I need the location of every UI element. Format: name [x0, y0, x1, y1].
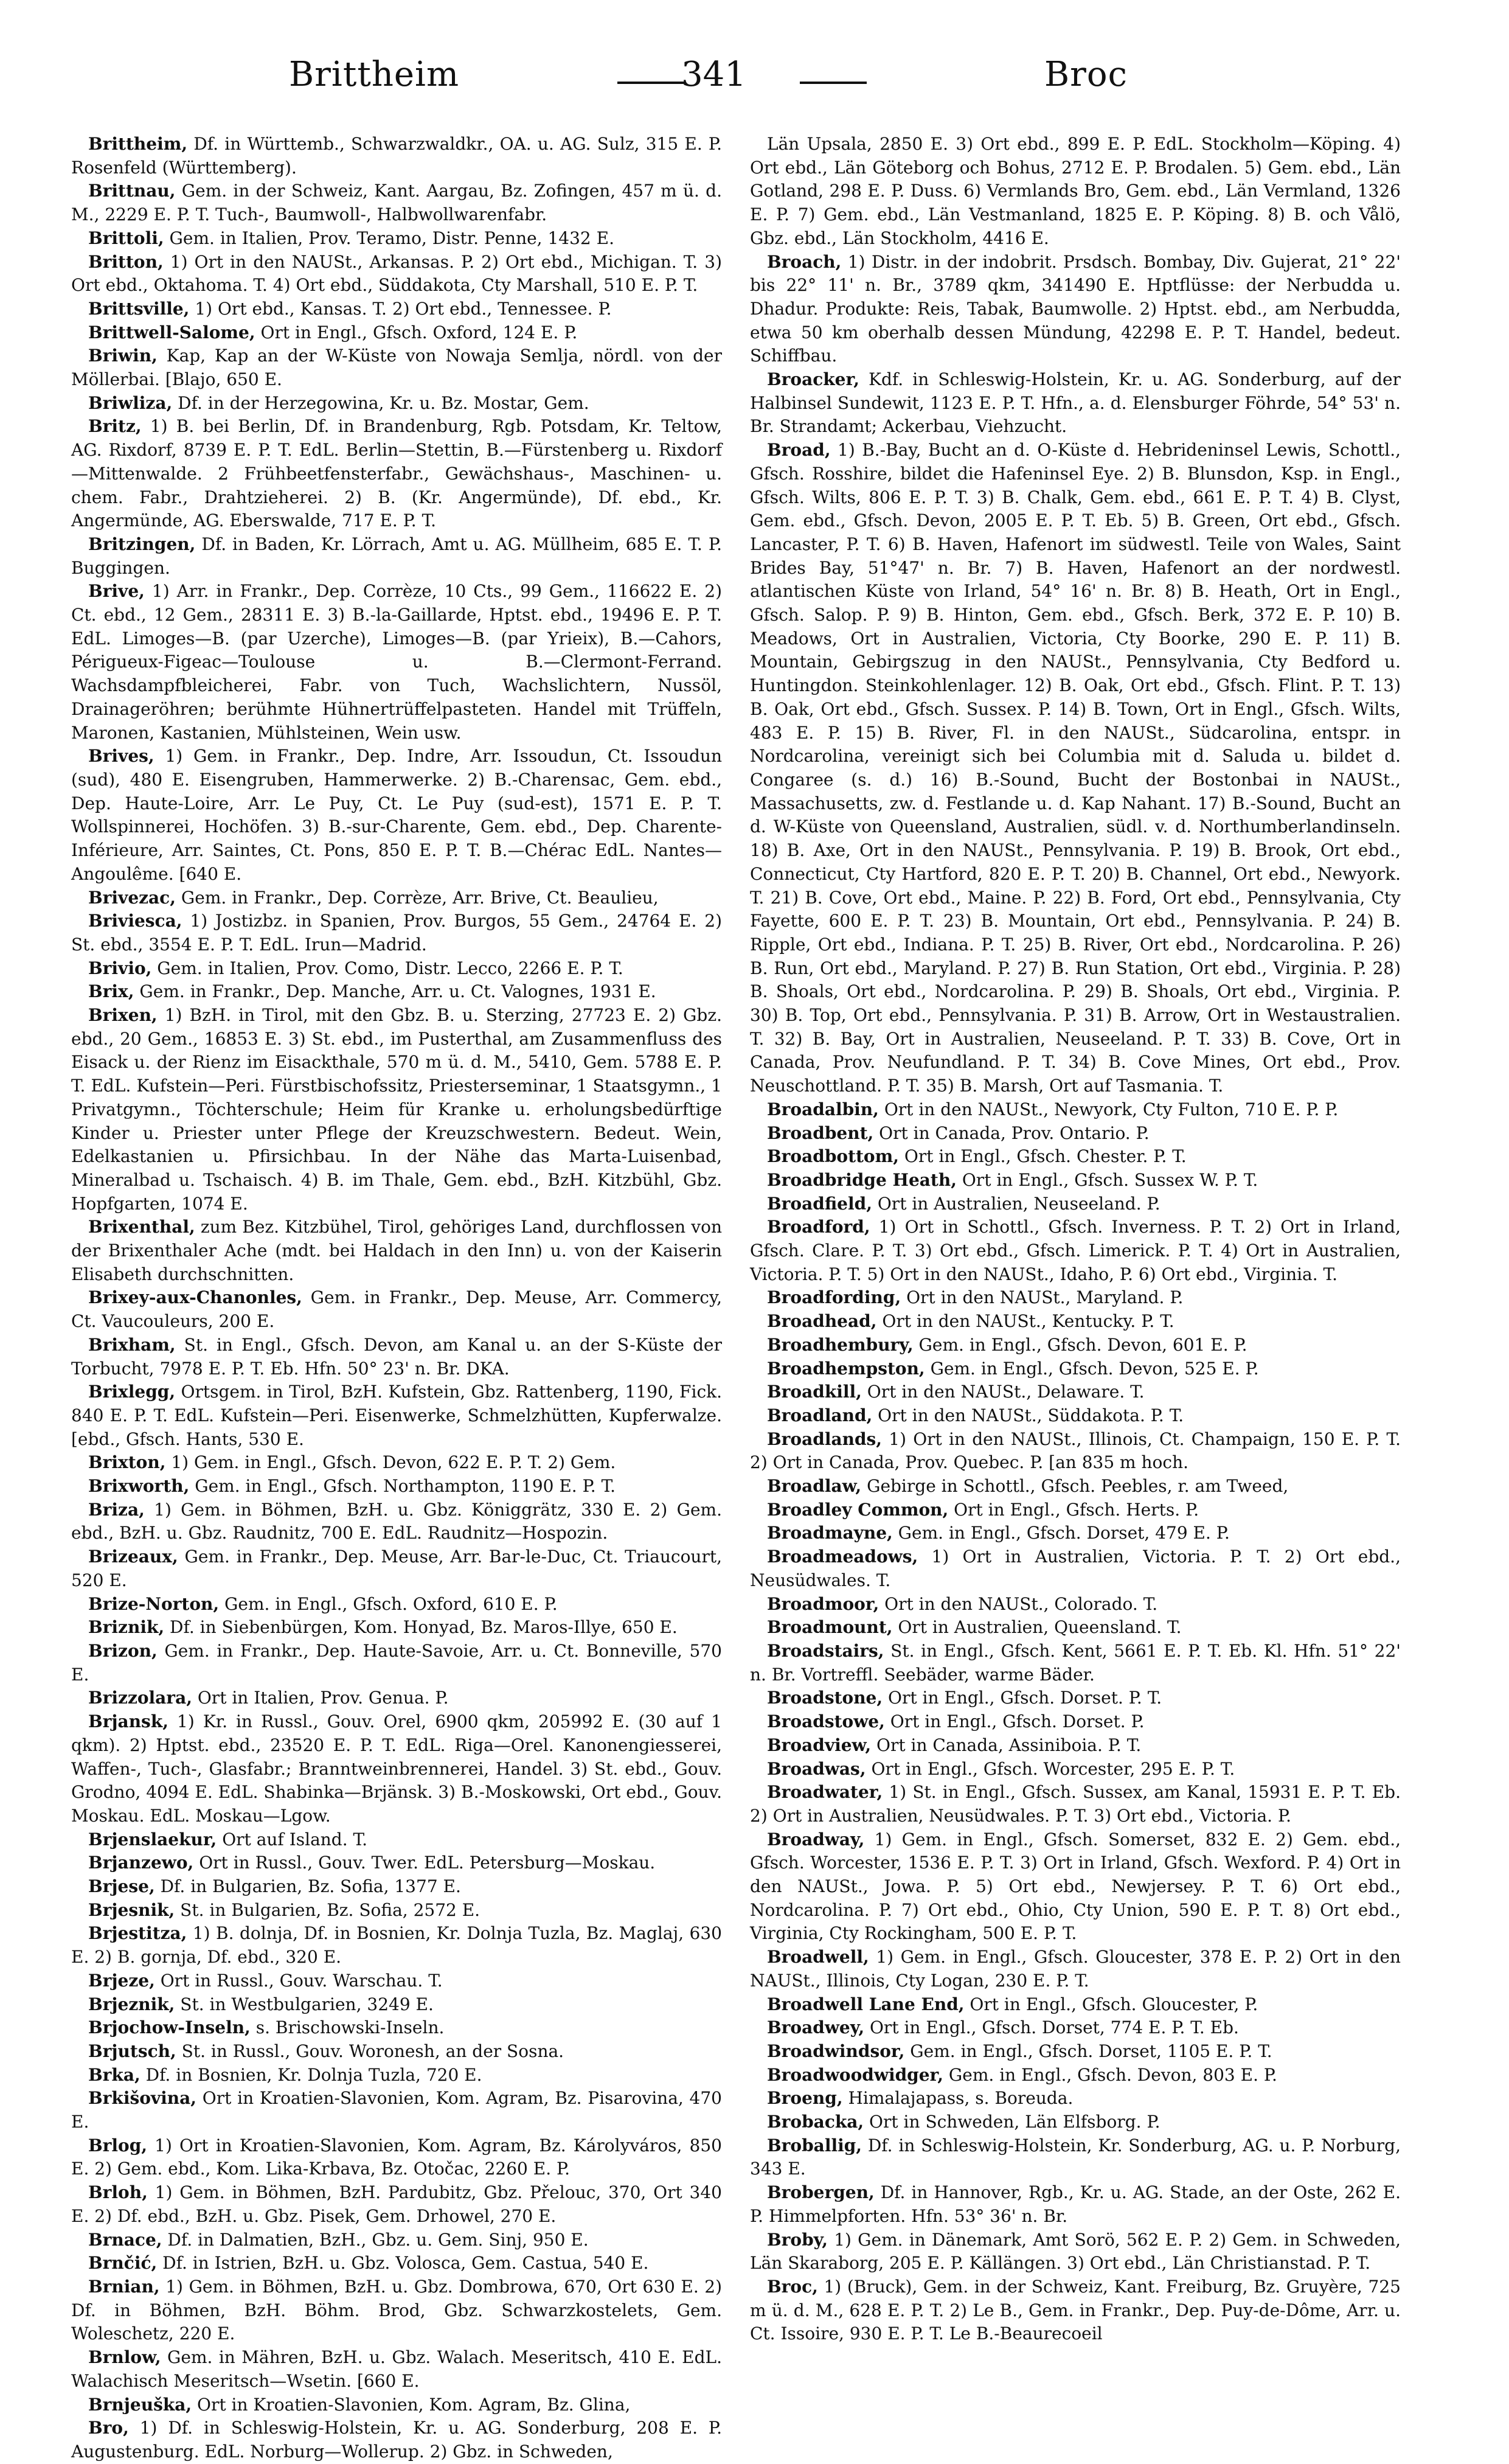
gazetteer-entry: Broadwoodwidger, Gem. in Engl., Gfsch. Devon, 803 E. P. — [767, 2064, 1277, 2085]
gazetteer-entry: Brittheim, Df. in Württemb., Schwarzwaldkr., OA. u. AG. Sulz, 315 E. P. Rosenfeld (Württemberg). — [71, 134, 722, 178]
entry-headword: Brittheim, — [88, 134, 188, 154]
gazetteer-entry: Broad, 1) B.-Bay, Bucht an d. O-Küste d. Hebrideninsel Lewis, Schottl., Gfsch. Rosshire, bildet die Hafeninsel Eye. 2) B. Blunsdon, Ksp. in Engl., Gfsch. Wilts, 806 E. P. T. 3) B. Chalk, Gem. ebd., 661 E. P. T. 4) B. Clyst, Gem. ebd., Gfsch. Devon, 2005 E. P. T. Eb. 5) B. Green, Ort ebd., Gfsch. Lancaster, P. T. 6) B. Haven, Hafenort im südwestl. Teile von Wales, Saint Brides Bay, 51°47' n. Br. 7) B. Haven, Hafenort an der nordwestl. atlantischen Küste von Irland, 54° 16' n. Br. 8) B. Heath, Ort in Engl., Gfsch. Salop. P. 9) B. Hinton, Gem. ebd., Gfsch. Berk, 372 E. P. 10) B. Meadows, Ort in Australien, Victoria, Cty Boorke, 290 E. P. 11) B. Mountain, Gebirgszug in den NAUSt., Pennsylvania, Cty Bedford u. Huntingdon. Steinkohlenlager. 12) B. Oak, Ort ebd., Gfsch. Flint. P. T. 13) B. Oak, Ort ebd., Gfsch. Sussex. P. 14) B. Town, Ort in Engl., Gfsch. Wilts, 483 E. P. 15) B. River, Fl. in den NAUSt., Südcarolina, entspr. in Nordcarolina, vereinigt sich bei Columbia mit d. Saluda u. bildet d. Congaree (s. d.) 16) B.-Sound, Bucht der Bostonbai in NAUSt., Massachusetts, zw. d. Festlande u. d. Kap Nahant. 17) B.-Sound, Bucht an d. W-Küste von Queensland, Australien, südl. v. d. Northumberlandinseln. 18) B. Axe, Ort in den NAUSt., Pennsylvania. P. 19) B. Brook, Ort ebd., Connecticut, Cty Hartford, 820 E. P. T. 20) B. Channel, Ort ebd., Newyork. T. 21) B. Cove, Ort ebd., Maine. P. 22) B. Ford, Ort ebd., Pennsylvania, Cty Fayette, 600 E. P. T. 23) B. Mountain, Ort ebd., Pennsylvania. P. 24) B. Ripple, Ort ebd., Indiana. P. T. 25) B. River, Ort ebd., Nordcarolina. P. 26) B. Run, Ort ebd., Maryland. P. 27) B. Run Station, Ort ebd., Virginia. P. 28) B. Shoals, Ort ebd., Nordcarolina. P. 29) B. Shoals, Ort ebd., Virginia. P. 30) B. Top, Ort ebd., Pennsylvania. P. 31) B. Arrow, Ort in Westaustralien. T. 32) B. Bay, Ort in Australien, Neuseeland. P. T. 33) B. Cove, Ort in Canada, Prov. Neufundland. P. T. 34) B. Cove Mines, Ort ebd., Prov. Neuschottland. P. T. 35) B. Marsh, Ort auf Tasmania. T. — [750, 440, 1401, 1096]
gazetteer-entry: Brloh, 1) Gem. in Böhmen, BzH. Pardubitz, Gbz. Přelouc, 370, Ort 340 E. 2) Df. ebd., BzH. u. Gbz. Pisek, Gem. Drhowel, 270 E. — [71, 2182, 722, 2226]
gazetteer-entry: Briza, 1) Gem. in Böhmen, BzH. u. Gbz. Königgrätz, 330 E. 2) Gem. ebd., BzH. u. Gbz. Raudnitz, 700 E. EdL. Raudnitz—Hospozin. — [71, 1499, 722, 1543]
gazetteer-entry: Broadmeadows, 1) Ort in Australien, Victoria. P. T. 2) Ort ebd., Neusüdwales. T. — [750, 1547, 1401, 1590]
entry-headword: Brnian, — [88, 2276, 160, 2297]
gazetteer-entry: Briwliza, Df. in der Herzegowina, Kr. u. Bz. Mostar, Gem. — [88, 392, 589, 413]
gazetteer-entry: Brivio, Gem. in Italien, Prov. Como, Distr. Lecco, 2266 E. P. T. — [88, 958, 623, 978]
gazetteer-entry: Briwin, Kap, Kap an der W-Küste von Nowaja Semlja, nördl. von der Möllerbai. [Blajo, 650 E. — [71, 346, 722, 390]
entry-headword: Broadwas, — [767, 1758, 866, 1779]
gazetteer-entry: Brixham, St. in Engl., Gfsch. Devon, am Kanal u. an der S-Küste der Torbucht, 7978 E. P. T. Eb. Hfn. 50° 23' n. Br. DKA. — [71, 1334, 722, 1379]
gazetteer-entry: Broadstairs, St. in Engl., Gfsch. Kent, 5661 E. P. T. Eb. Kl. Hfn. 51° 22' n. Br. Vortreffl. Seebäder, warme Bäder. — [750, 1641, 1401, 1685]
entry-headword: Briza, — [88, 1499, 145, 1520]
gazetteer-entry: Brjeze, Ort in Russl., Gouv. Warschau. T. — [88, 1970, 443, 1991]
entry-headword: Britton, — [88, 251, 164, 272]
entry-headword: Broadfield, — [767, 1193, 872, 1214]
gazetteer-entry: Brkišovina, Ort in Kroatien-Slavonien, Kom. Agram, Bz. Pisarovina, 470 E. — [71, 2088, 722, 2132]
gazetteer-entry: Broadmount, Ort in Australien, Queensland. T. — [767, 1617, 1182, 1638]
gazetteer-entry: Brjansk, 1) Kr. in Russl., Gouv. Orel, 6900 qkm, 205992 E. (30 auf 1 qkm). 2) Hptst. ebd., 23520 E. P. T. EdL. Riga—Orel. Kanonengiesserei, Waffen-, Tuch-, Glasfabr.; Branntweinbrennerei, Handel. 3) St. ebd., Gouv. Grodno, 4094 E. EdL. Shabinka—Brjänsk. 3) B.-Moskowski, Ort ebd., Gouv. Moskau. EdL. Moskau—Lgow. — [71, 1711, 722, 1826]
gazetteer-entry: Bro, 1) Df. in Schleswig-Holstein, Kr. u. AG. Sonderburg, 208 E. P. Augustenburg. EdL. Norburg—Wollerup. 2) Gbz. in Schweden, — [71, 2418, 722, 2462]
gazetteer-entry: Brjestitza, 1) B. dolnja, Df. in Bosnien, Kr. Dolnja Tuzla, Bz. Maglaj, 630 E. 2) B. gornja, Df. ebd., 320 E. — [71, 1923, 722, 1968]
gazetteer-entry: Broadview, Ort in Canada, Assiniboia. P. T. — [767, 1735, 1142, 1755]
gazetteer-entry: Broadwell Lane End, Ort in Engl., Gfsch. Gloucester, P. — [767, 1994, 1258, 2014]
entry-headword: Brnjeuška, — [88, 2394, 192, 2415]
gazetteer-entry: Broadway, 1) Gem. in Engl., Gfsch. Somerset, 832 E. 2) Gem. ebd., Gfsch. Worcester, 1536 E. P. T. 3) Ort in Irland, Gfsch. Wexford. P. 4) Ort in den NAUSt., Jowa. P. 5) Ort ebd., Newjersey. P. T. 6) Ort ebd., Nordcarolina. P. 7) Ort ebd., Ohio, Cty Union, 590 E. P. T. 8) Ort ebd., Virginia, Cty Rockingham, 500 E. P. T. — [750, 1829, 1401, 1944]
entry-headword: Briwliza, — [88, 392, 173, 413]
entry-headword: Brizon, — [88, 1641, 158, 1661]
entry-headword: Briznik, — [88, 1617, 165, 1638]
gazetteer-entry: Brixworth, Gem. in Engl., Gfsch. Northampton, 1190 E. P. T. — [88, 1476, 616, 1497]
entry-headword: Broadbent, — [767, 1122, 874, 1143]
gazetteer-entry: Brobacka, Ort in Schweden, Län Elfsborg. P. — [767, 2112, 1160, 2132]
entry-headword: Brlog, — [88, 2135, 148, 2156]
gazetteer-entry: Brjochow-Inseln, s. Brischowski-Inseln. — [88, 2017, 445, 2038]
entry-headword: Brka, — [88, 2064, 140, 2085]
gazetteer-entry: Broadwey, Ort in Engl., Gfsch. Dorset, 774 E. P. T. Eb. — [767, 2017, 1239, 2038]
gazetteer-entry: Broby, 1) Gem. in Dänemark, Amt Sorö, 562 E. P. 2) Gem. in Schweden, Län Skaraborg, 205 E. P. Källängen. 3) Ort ebd., Län Christianstad. P. T. — [750, 2229, 1401, 2274]
gazetteer-entry: Brix, Gem. in Frankr., Dep. Manche, Arr. u. Ct. Valognes, 1931 E. — [88, 981, 656, 1002]
gazetteer-entry: Broadalbin, Ort in den NAUSt., Newyork, Cty Fulton, 710 E. P. P. — [767, 1099, 1339, 1119]
header-rule-left — [617, 82, 684, 84]
entry-headword: Brize-Norton, — [88, 1593, 220, 1614]
entry-headword: Brjestitza, — [88, 1923, 187, 1944]
gazetteer-entry: Broacker, Kdf. in Schleswig-Holstein, Kr. u. AG. Sonderburg, auf der Halbinsel Sundewit, 1123 E. P. T. Hfn., a. d. Elensburger Föhrde, 54° 53' n. Br. Strandamt; Ackerbau, Viehzucht. — [750, 369, 1401, 437]
entry-headword: Broadwoodwidger, — [767, 2064, 944, 2085]
entry-headword: Brnlow, — [88, 2347, 161, 2368]
entry-headword: Brjansk, — [88, 1711, 168, 1732]
entry-headword: Brives, — [88, 746, 154, 767]
gazetteer-entry: Broach, 1) Distr. in der indobrit. Prsdsch. Bombay, Div. Gujerat, 21° 22' bis 22° 11' n. Br., 3789 qkm, 341490 E. Hptflüsse: der Nerbudda u. Dhadur. Produkte: Reis, Tabak, Baumwolle. 2) Hptst. ebd., am Nerbudda, etwa 50 km oberhalb dessen Mündung, 42298 E. P. T. Handel, bedeut. Schiffbau. — [750, 251, 1401, 366]
gazetteer-entry: Broadhembury, Gem. in Engl., Gfsch. Devon, 601 E. P. — [767, 1334, 1247, 1355]
gazetteer-entry: Brixey-aux-Chanonles, Gem. in Frankr., Dep. Meuse, Arr. Commercy, Ct. Vaucouleurs, 200 E. — [71, 1287, 722, 1332]
gazetteer-entry: Britton, 1) Ort in den NAUSt., Arkansas. P. 2) Ort ebd., Michigan. T. 3) Ort ebd., Oktahoma. T. 4) Ort ebd., Süddakota, Cty Marshall, 510 E. P. T. — [71, 251, 722, 296]
gazetteer-entry: Brizzolara, Ort in Italien, Prov. Genua. P. — [88, 1688, 449, 1708]
entry-headword: Brnace, — [88, 2229, 162, 2250]
gazetteer-entry: Län Upsala, 2850 E. 3) Ort ebd., 899 E. P. EdL. Stockholm—Köping. 4) Ort ebd., Län Göteborg och Bohus, 2712 E. P. Brodalen. 5) Gem. ebd., Län Gotland, 298 E. P. Duss. 6) Vermlands Bro, Gem. ebd., Län Vermland, 1326 E. P. 7) Gem. ebd., Län Vestmanland, 1825 E. P. Köping. 8) B. och Vålö, Gbz. ebd., Län Stockholm, 4416 E. — [750, 134, 1401, 248]
entry-headword: Broadfording, — [767, 1287, 901, 1308]
entry-headword: Brobacka, — [767, 2112, 864, 2132]
entry-headword: Broadwell Lane End, — [767, 1994, 965, 2014]
gazetteer-entry: Brizon, Gem. in Frankr., Dep. Haute-Savoie, Arr. u. Ct. Bonneville, 570 E. — [71, 1641, 722, 1685]
gazetteer-entry: Brittnau, Gem. in der Schweiz, Kant. Aargau, Bz. Zofingen, 457 m ü. d. M., 2229 E. P. T. Tuch-, Baumwoll-, Halbwollwarenfabr. — [71, 181, 722, 225]
entry-headword: Brloh, — [88, 2182, 148, 2203]
entry-headword: Brivezac, — [88, 887, 176, 908]
gazetteer-entry: Broadwater, 1) St. in Engl., Gfsch. Sussex, am Kanal, 15931 E. P. T. Eb. 2) Ort in Australien, Neusüdwales. P. T. 3) Ort ebd., Victoria. P. — [750, 1782, 1401, 1826]
entry-headword: Broadway, — [767, 1829, 865, 1850]
gazetteer-entry: Brives, 1) Gem. in Frankr., Dep. Indre, Arr. Issoudun, Ct. Issoudun (sud), 480 E. Eisengruben, Hammerwerke. 2) B.-Charensac, Gem. ebd., Dep. Haute-Loire, Arr. Le Puy, Ct. Le Puy (sud-est), 1571 E. P. T. Wollspinnerei, Hochöfen. 3) B.-sur-Charente, Gem. ebd., Dep. Charente-Inférieure, Arr. Saintes, Ct. Pons, 850 E. P. T. B.—Chérac EdL. Nantes—Angoulême. [640 E. — [71, 746, 722, 884]
entry-headword: Broadalbin, — [767, 1099, 879, 1119]
gazetteer-entry: Brlog, 1) Ort in Kroatien-Slavonien, Kom. Agram, Bz. Károlyváros, 850 E. 2) Gem. ebd., Kom. Lika-Krbava, Bz. Otočac, 2260 E. P. — [71, 2135, 722, 2179]
gazetteer-entry: Broadhead, Ort in den NAUSt., Kentucky. P. T. — [767, 1311, 1174, 1332]
entry-headword: Brixen, — [88, 1005, 158, 1026]
entry-headword: Britzingen, — [88, 534, 196, 554]
entry-headword: Brjese, — [88, 1876, 155, 1897]
gazetteer-entry: Brjeznik, St. in Westbulgarien, 3249 E. — [88, 1994, 434, 2014]
gazetteer-entry: Broadfield, Ort in Australien, Neuseeland. P. — [767, 1193, 1160, 1214]
entry-headword: Bro, — [88, 2418, 129, 2438]
entry-headword: Brkišovina, — [88, 2088, 197, 2109]
gazetteer-entry: Brnjeuška, Ort in Kroatien-Slavonien, Kom. Agram, Bz. Glina, — [88, 2394, 631, 2415]
gazetteer-entry: Brittsville, 1) Ort ebd., Kansas. T. 2) Ort ebd., Tennessee. P. — [88, 298, 612, 319]
gazetteer-entry: Broadwell, 1) Gem. in Engl., Gfsch. Gloucester, 378 E. P. 2) Ort in den NAUSt., Illinois, Cty Logan, 230 E. P. T. — [750, 1947, 1401, 1991]
gazetteer-entry: Brjutsch, St. in Russl., Gouv. Woronesh, an der Sosna. — [88, 2041, 564, 2061]
entry-headword: Broad, — [767, 440, 831, 461]
entry-headword: Brjeze, — [88, 1970, 155, 1991]
entry-headword: Broadwey, — [767, 2017, 865, 2038]
page-number: 341 — [681, 55, 746, 94]
entry-headword: Brjenslaekur, — [88, 1829, 217, 1850]
entry-headword: Brixey-aux-Chanonles, — [88, 1287, 302, 1308]
gazetteer-entry: Broadwindsor, Gem. in Engl., Gfsch. Dorset, 1105 E. P. T. — [767, 2041, 1272, 2061]
entry-headword: Broadley Common, — [767, 1499, 949, 1520]
gazetteer-entry: Briznik, Df. in Siebenbürgen, Kom. Honyad, Bz. Maros-Illye, 650 E. — [88, 1617, 678, 1638]
running-head-left: Brittheim — [289, 55, 460, 94]
gazetteer-entry: Brize-Norton, Gem. in Engl., Gfsch. Oxford, 610 E. P. — [88, 1593, 558, 1614]
gazetteer-entry: Britzingen, Df. in Baden, Kr. Lörrach, Amt u. AG. Müllheim, 685 E. T. P. Buggingen. — [71, 534, 722, 578]
entry-headword: Broadlands, — [767, 1429, 883, 1449]
entry-headword: Broadwindsor, — [767, 2041, 905, 2061]
gazetteer-entry: Brjenslaekur, Ort auf Island. T. — [88, 1829, 367, 1850]
entry-headword: Broadstowe, — [767, 1711, 885, 1732]
entry-headword: Broadwell, — [767, 1947, 869, 1968]
entry-headword: Brix, — [88, 981, 134, 1002]
gazetteer-entry: Brnian, 1) Gem. in Böhmen, BzH. u. Gbz. Dombrowa, 670, Ort 630 E. 2) Df. in Böhmen, BzH. Böhm. Brod, Gbz. Schwarzkostelets, Gem. Woleschetz, 220 E. — [71, 2276, 722, 2344]
entry-headword: Brittsville, — [88, 298, 190, 319]
entry-headword: Broby, — [767, 2229, 828, 2250]
entry-headword: Briviesca, — [88, 911, 182, 931]
gazetteer-entry: Brjese, Df. in Bulgarien, Bz. Sofia, 1377 E. — [88, 1876, 461, 1897]
entry-headword: Brixenthal, — [88, 1217, 195, 1237]
entry-headword: Broadview, — [767, 1735, 872, 1755]
entry-headword: Brixlegg, — [88, 1382, 176, 1402]
gazetteer-entry: Brixen, 1) BzH. in Tirol, mit den Gbz. B. u. Sterzing, 27723 E. 2) Gbz. ebd., 20 Gem., 16853 E. 3) St. ebd., im Pusterthal, am Zusammenfluss des Eisack u. der Rienz im Eisackthale, 570 m ü. d. M., 5410, Gem. 5788 E. P. T. EdL. Kufstein—Peri. Fürstbischofssitz, Priesterseminar, 1 Staatsgymn., 1 Privatgymn., Töchterschule; Heim für Kranke u. erholungsbedürftige Kinder u. Priester unter Pflege der Kreuzschwestern. Bedeut. Wein, Edelkastanien u. Pfirsichbau. In der Nähe das Marta-Luisenbad, Mineralbad u. Tschaisch. 4) B. im Thale, Gem. ebd., BzH. Kitzbühl, Gbz. Hopfgarten, 1074 E. — [71, 1005, 722, 1214]
entry-headword: Broadbottom, — [767, 1146, 899, 1167]
entry-headword: Brjanzewo, — [88, 1853, 194, 1873]
left-column — [71, 133, 722, 2462]
entry-headword: Broadford, — [767, 1217, 870, 1237]
gazetteer-entry: Brjesnik, St. in Bulgarien, Bz. Sofia, 2572 E. — [88, 1899, 480, 1920]
gazetteer-entry: Broadwas, Ort in Engl., Gfsch. Worcester, 295 E. P. T. — [767, 1758, 1235, 1779]
entry-headword: Broacker, — [767, 369, 859, 390]
gazetteer-entry: Brka, Df. in Bosnien, Kr. Dolnja Tuzla, 720 E. — [88, 2064, 482, 2085]
entry-headword: Briwin, — [88, 346, 158, 366]
gazetteer-entry: Broadland, Ort in den NAUSt., Süddakota. P. T. — [767, 1405, 1184, 1425]
gazetteer-entry: Britz, 1) B. bei Berlin, Df. in Brandenburg, Rgb. Potsdam, Kr. Teltow, AG. Rixdorf, 8739 E. P. T. EdL. Berlin—Stettin, B.—Fürstenberg u. Rixdorf—Mittenwalde. 2 Frühbeetfensterfabr., Gewächshaus-, Maschinen- u. chem. Fabr., Drahtzieherei. 2) B. (Kr. Angermünde), Df. ebd., Kr. Angermünde, AG. Eberswalde, 717 E. P. T. — [71, 416, 722, 531]
running-head-right: Broc — [1044, 55, 1128, 94]
entry-headword: Brnčić, — [88, 2253, 158, 2274]
gazetteer-entry: Broadstowe, Ort in Engl., Gfsch. Dorset. P. — [767, 1711, 1145, 1732]
entry-headword: Brive, — [88, 581, 145, 602]
entry-headword: Broadhead, — [767, 1311, 877, 1332]
gazetteer-entry: Brittwell-Salome, Ort in Engl., Gfsch. Oxford, 124 E. P. — [88, 322, 578, 343]
gazetteer-entry: Broadbottom, Ort in Engl., Gfsch. Chester. P. T. — [767, 1146, 1187, 1167]
page-header — [70, 55, 1441, 110]
entry-headword: Broadstairs, — [767, 1641, 884, 1661]
gazetteer-entry: Broadmoor, Ort in den NAUSt., Colorado. T. — [767, 1593, 1158, 1614]
gazetteer-entry: Broadkill, Ort in den NAUSt., Delaware. T. — [767, 1382, 1145, 1402]
entry-headword: Broadmayne, — [767, 1523, 893, 1543]
entry-headword: Broc, — [767, 2276, 818, 2297]
gazetteer-entry: Broballig, Df. in Schleswig-Holstein, Kr. Sonderburg, AG. u. P. Norburg, 343 E. — [750, 2135, 1401, 2179]
right-column — [750, 133, 1401, 2344]
entry-headword: Broadstone, — [767, 1688, 883, 1708]
entry-headword: Broadhempston, — [767, 1358, 925, 1379]
gazetteer-entry: Brixton, 1) Gem. in Engl., Gfsch. Devon, 622 E. P. T. 2) Gem. — [88, 1452, 616, 1473]
gazetteer-entry: Broadbent, Ort in Canada, Prov. Ontario. P. — [767, 1122, 1150, 1143]
gazetteer-entry: Brnace, Df. in Dalmatien, BzH., Gbz. u. Gem. Sinj, 950 E. — [88, 2229, 589, 2250]
entry-headword: Brobergen, — [767, 2182, 875, 2203]
gazetteer-entry: Brnlow, Gem. in Mähren, BzH. u. Gbz. Walach. Meseritsch, 410 E. EdL. Walachisch Meseritsch—Wsetin. [660 E. — [71, 2347, 722, 2391]
gazetteer-entry: Brive, 1) Arr. in Frankr., Dep. Corrèze, 10 Cts., 99 Gem., 116622 E. 2) Ct. ebd., 12 Gem., 28311 E. 3) B.-la-Gaillarde, Hptst. ebd., 19496 E. P. T. EdL. Limoges—B. (par Uzerche), Limoges—B. (par Yrieix), B.—Cahors, Périgueux-Figeac—Toulouse u. B.—Clermont-Ferrand. Wachsdampfbleicherei, Fabr. von Tuch, Wachslichtern, Nussöl, Drainageröhren; berühmte Hühnertrüffelpasteten. Handel mit Trüffeln, Maronen, Kastanien, Mühlsteinen, Wein usw. — [71, 581, 722, 743]
gazetteer-entry: Broeng, Himalajapass, s. Boreuda. — [767, 2088, 1074, 2109]
gazetteer-entry: Broadlaw, Gebirge in Schottl., Gfsch. Peebles, r. am Tweed, — [767, 1476, 1289, 1497]
gazetteer-entry: Broadstone, Ort in Engl., Gfsch. Dorset. P. T. — [767, 1688, 1162, 1708]
gazetteer-entry: Broadbridge Heath, Ort in Engl., Gfsch. Sussex W. P. T. — [767, 1169, 1258, 1190]
gazetteer-entry: Broadmayne, Gem. in Engl., Gfsch. Dorset, 479 E. P. — [767, 1523, 1230, 1543]
gazetteer-entry: Brixlegg, Ortsgem. in Tirol, BzH. Kufstein, Gbz. Rattenberg, 1190, Fick. 840 E. P. T. EdL. Kufstein—Peri. Eisenwerke, Schmelzhütten, Kupferwalze. [ebd., Gfsch. Hants, 530 E. — [71, 1382, 722, 1449]
gazetteer-entry: Brivezac, Gem. in Frankr., Dep. Corrèze, Arr. Brive, Ct. Beaulieu, — [88, 887, 659, 908]
gazetteer-entry: Brjanzewo, Ort in Russl., Gouv. Twer. EdL. Petersburg—Moskau. — [88, 1853, 656, 1873]
gazetteer-entry: Broadhempston, Gem. in Engl., Gfsch. Devon, 525 E. P. — [767, 1358, 1259, 1379]
entry-headword: Brixworth, — [88, 1476, 190, 1497]
entry-headword: Broadmeadows, — [767, 1547, 918, 1567]
entry-headword: Britz, — [88, 416, 142, 437]
entry-headword: Broadmount, — [767, 1617, 893, 1638]
entry-headword: Broach, — [767, 251, 842, 272]
gazetteer-entry: Brnčić, Df. in Istrien, BzH. u. Gbz. Volosca, Gem. Castua, 540 E. — [88, 2253, 649, 2274]
entry-headword: Broadland, — [767, 1405, 873, 1425]
gazetteer-entry: Broadley Common, Ort in Engl., Gfsch. Herts. P. — [767, 1499, 1199, 1520]
entry-headword: Brjochow-Inseln, — [88, 2017, 251, 2038]
entry-headword: Brittoli, — [88, 228, 164, 248]
gazetteer-entry: Broc, 1) (Bruck), Gem. in der Schweiz, Kant. Freiburg, Bz. Gruyère, 725 m ü. d. M., 628 E. P. T. 2) Le B., Gem. in Frankr., Dep. Puy-de-Dôme, Arr. u. Ct. Issoire, 930 E. P. T. Le B.-Beaurecoeil — [750, 2276, 1401, 2344]
entry-headword: Brjutsch, — [88, 2041, 176, 2061]
entry-headword: Brjeznik, — [88, 1994, 175, 2014]
gazetteer-entry: Broadlands, 1) Ort in den NAUSt., Illinois, Ct. Champaign, 150 E. P. T. 2) Ort in Canada, Prov. Quebec. P. [an 835 m hoch. — [750, 1429, 1401, 1473]
gazetteer-entry: Brixenthal, zum Bez. Kitzbühel, Tirol, gehöriges Land, durchflossen von der Brixenthaler Ache (mdt. bei Haldach in den Inn) u. von der Kaiserin Elisabeth durchschnitten. — [71, 1217, 722, 1284]
entry-headword: Brixton, — [88, 1452, 166, 1473]
entry-headword: Broadwater, — [767, 1782, 883, 1803]
entry-headword: Brizzolara, — [88, 1688, 192, 1708]
entry-headword: Brittwell-Salome, — [88, 322, 255, 343]
entry-headword: Brivio, — [88, 958, 152, 978]
entry-headword: Broadbridge Heath, — [767, 1169, 957, 1190]
entry-headword: Broadmoor, — [767, 1593, 879, 1614]
entry-headword: Broeng, — [767, 2088, 843, 2109]
entry-headword: Broadhembury, — [767, 1334, 914, 1355]
entry-headword: Broadkill, — [767, 1382, 862, 1402]
entry-headword: Brixham, — [88, 1334, 176, 1355]
entry-headword: Brizeaux, — [88, 1547, 178, 1567]
entry-headword: Brittnau, — [88, 181, 176, 201]
gazetteer-entry: Briviesca, 1) Jostizbz. in Spanien, Prov. Burgos, 55 Gem., 24764 E. 2) St. ebd., 3554 E. P. T. EdL. Irun—Madrid. — [71, 911, 722, 955]
entry-headword: Broballig, — [767, 2135, 862, 2156]
gazetteer-entry: Broadford, 1) Ort in Schottl., Gfsch. Inverness. P. T. 2) Ort in Irland, Gfsch. Clare. P. T. 3) Ort ebd., Gfsch. Limerick. P. T. 4) Ort in Australien, Victoria. P. T. 5) Ort in den NAUSt., Idaho, P. 6) Ort ebd., Virginia. T. — [750, 1217, 1401, 1284]
gazetteer-entry: Brobergen, Df. in Hannover, Rgb., Kr. u. AG. Stade, an der Oste, 262 E. P. Himmelpforten. Hfn. 53° 36' n. Br. — [750, 2182, 1401, 2226]
gazetteer-entry: Broadfording, Ort in den NAUSt., Maryland. P. — [767, 1287, 1184, 1308]
gazetteer-entry: Brizeaux, Gem. in Frankr., Dep. Meuse, Arr. Bar-le-Duc, Ct. Triaucourt, 520 E. — [71, 1547, 722, 1590]
entry-headword: Broadlaw, — [767, 1476, 862, 1497]
entry-headword: Brjesnik, — [88, 1899, 175, 1920]
header-rule-right — [800, 82, 867, 84]
gazetteer-entry: Brittoli, Gem. in Italien, Prov. Teramo, Distr. Penne, 1432 E. — [88, 228, 614, 248]
